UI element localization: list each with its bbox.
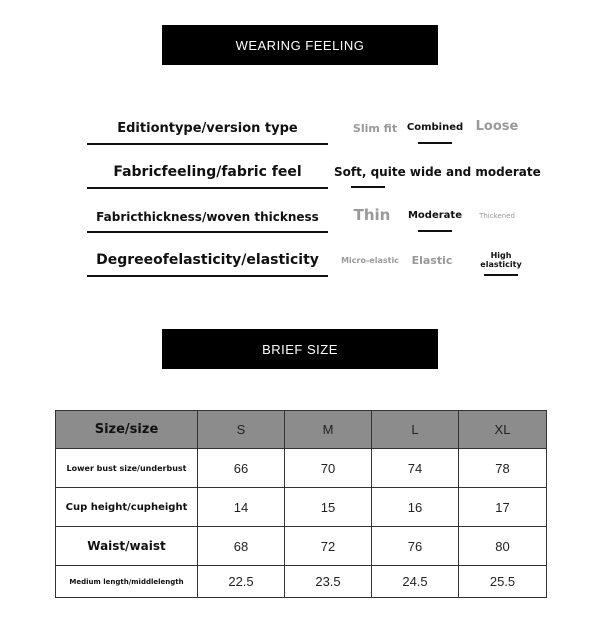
- option-elastic: Elastic: [411, 254, 453, 267]
- selected-underline: [418, 142, 452, 144]
- feel-underline: [87, 187, 328, 189]
- brief-size-banner: [162, 329, 438, 369]
- table-header-row: [56, 411, 547, 449]
- option-moderate: Moderate: [407, 210, 462, 221]
- option-high-elasticity: High elasticity: [480, 251, 522, 269]
- cell: 70: [285, 449, 372, 488]
- cell: 66: [198, 449, 285, 488]
- cell: 17: [459, 488, 547, 527]
- header-xl: XL: [459, 411, 547, 449]
- brief-size-title: BRIEF SIZE: [262, 341, 338, 357]
- selected-underline: [484, 274, 518, 276]
- cell: 25.5: [459, 566, 547, 598]
- cell: 24.5: [372, 566, 459, 598]
- table-row: [56, 449, 547, 488]
- row-label: Waist/waist: [56, 527, 198, 566]
- cell: 76: [372, 527, 459, 566]
- table-row: [56, 527, 547, 566]
- feel-row-thickness: [0, 196, 600, 240]
- feel-row-version-type: [0, 108, 600, 152]
- header-l: L: [372, 411, 459, 449]
- option-thin: Thin: [353, 206, 391, 224]
- cell: 72: [285, 527, 372, 566]
- header-m: M: [285, 411, 372, 449]
- feel-label: Degreeofelasticity/elasticity: [96, 252, 319, 268]
- option-micro-elastic: Micro-elastic: [341, 256, 399, 265]
- cell: 16: [372, 488, 459, 527]
- option-soft-moderate: Soft, quite wide and moderate: [334, 165, 541, 179]
- size-table: [55, 410, 547, 598]
- feel-row-fabric-feel: [0, 152, 600, 196]
- option-combined: Combined: [406, 122, 464, 133]
- option-loose: Loose: [475, 119, 519, 134]
- selected-underline: [418, 230, 452, 232]
- feel-underline: [87, 231, 328, 233]
- header-s: S: [198, 411, 285, 449]
- feel-underline: [87, 275, 328, 277]
- wearing-feeling-banner: [162, 25, 438, 65]
- cell: 15: [285, 488, 372, 527]
- feel-underline: [87, 143, 328, 145]
- cell: 68: [198, 527, 285, 566]
- option-thickened: Thickened: [479, 212, 515, 220]
- cell: 14: [198, 488, 285, 527]
- cell: 80: [459, 527, 547, 566]
- header-size: Size/size: [56, 411, 198, 449]
- cell: 78: [459, 449, 547, 488]
- selected-underline: [351, 186, 385, 188]
- table-row: [56, 488, 547, 527]
- feel-label: Editiontype/version type: [117, 121, 298, 136]
- row-label: Medium length/middlelength: [56, 566, 198, 598]
- row-label: Cup height/cupheight: [56, 488, 198, 527]
- cell: 74: [372, 449, 459, 488]
- table-row: [56, 566, 547, 598]
- feel-label: Fabricfeeling/fabric feel: [113, 164, 302, 180]
- cell: 23.5: [285, 566, 372, 598]
- feel-row-elasticity: [0, 240, 600, 284]
- cell: 22.5: [198, 566, 285, 598]
- row-label: Lower bust size/underbust: [56, 449, 198, 488]
- feel-label: Fabricthickness/woven thickness: [96, 210, 319, 224]
- wearing-feeling-title: WEARING FEELING: [235, 37, 365, 53]
- option-slim-fit: Slim fit: [352, 122, 398, 135]
